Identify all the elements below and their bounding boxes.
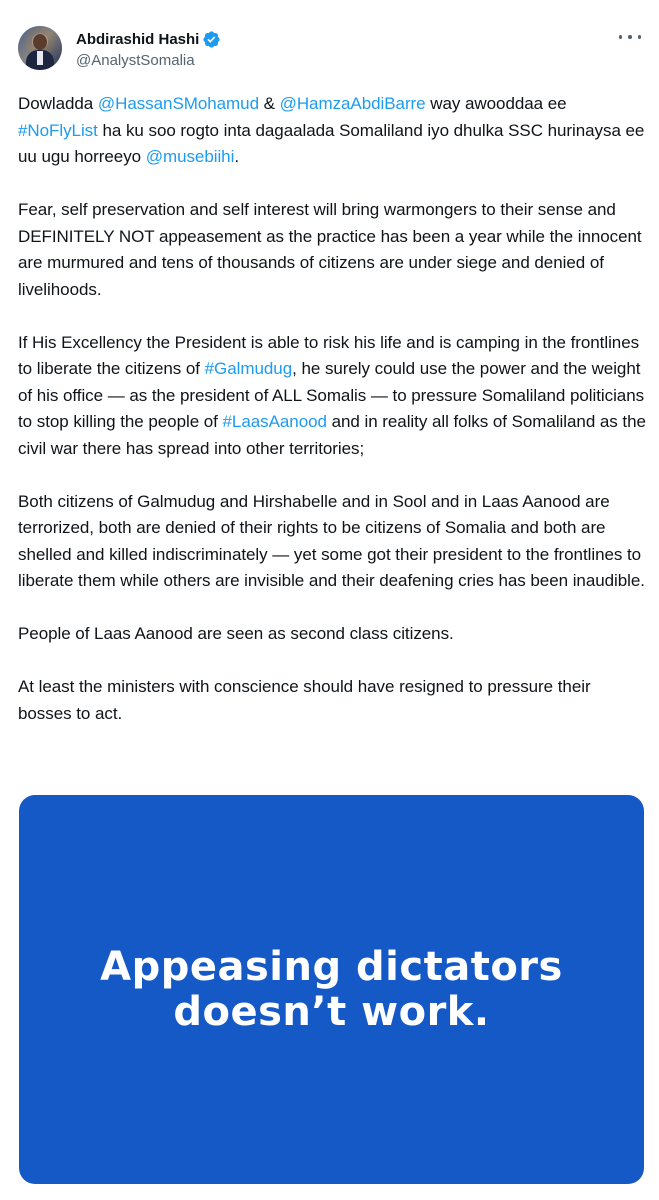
text-segment: &	[258, 94, 280, 113]
text-segment: .	[234, 147, 240, 166]
tweet-header	[18, 26, 643, 74]
mention-link[interactable]: @musebiihi	[145, 147, 235, 166]
verified-badge-icon[interactable]	[202, 30, 221, 49]
text-segment: Dowladda	[18, 94, 98, 113]
mention-link[interactable]: @HassanSMohamud	[97, 94, 259, 113]
hashtag-link[interactable]: #NoFlyList	[18, 120, 98, 140]
hashtag-link[interactable]: #LaasAanood	[222, 412, 327, 431]
tweet-paragraph-1	[18, 91, 648, 171]
tweet-paragraph-6: At least the ministers with conscience should have resigned to pressure their bosses to act.	[18, 677, 591, 723]
tweet-paragraph-4: Both citizens of Galmudug and Hirshabelle and in Sool and in Laas Aanood are terrorized, both are denied of their rights to be citizens of Somalia and both are shelled and killed indiscriminately — yet some got their president to the frontlines to liberate them while others are invisible and their deafening cries has been inaudible.	[18, 491, 645, 590]
tweet-paragraph-3	[18, 330, 648, 463]
author-info	[76, 29, 221, 69]
author-handle[interactable]: @AnalystSomalia	[76, 52, 195, 69]
text-segment: , he surely could use the power and the weight of his office — as the president of ALL Somalis — to pressure Somaliland politicians to stop killing the people of	[18, 359, 645, 431]
text-segment: If His Excellency the President is able to risk his life and is camping in the frontlines to liberate the citizens of	[18, 332, 640, 378]
display-name-row	[76, 29, 221, 49]
text-segment: way awooddaa ee	[425, 94, 567, 113]
tweet-paragraph-2: Fear, self preservation and self interest will bring warmongers to their sense and DEFINITELY NOT appeasement as the practice has been a year while the innocent are murmured and tens of thousands of citizens are under siege and denied of livelihoods.	[18, 200, 642, 299]
avatar[interactable]	[18, 26, 62, 70]
more-options-icon[interactable]	[619, 30, 641, 44]
tweet-paragraph-5: People of Laas Aanood are seen as second class citizens.	[18, 624, 454, 643]
text-segment: ha ku soo rogto inta dagaalada Somaliland iyo dhulka SSC hurinaysa ee uu ugu horreeyo	[18, 120, 645, 166]
tweet-text	[18, 91, 648, 754]
media-image-text: Appeasing dictators doesn’t work.	[100, 943, 563, 1035]
hashtag-link[interactable]: #Galmudug	[204, 359, 293, 378]
text-segment: and in reality all folks of Somaliland as the civil war there has spread into other territories;	[18, 412, 646, 458]
tweet-media-image[interactable]	[19, 795, 644, 1184]
author-display-name[interactable]: Abdirashid Hashi	[76, 30, 200, 48]
mention-link[interactable]: @HamzaAbdiBarre	[279, 94, 426, 113]
